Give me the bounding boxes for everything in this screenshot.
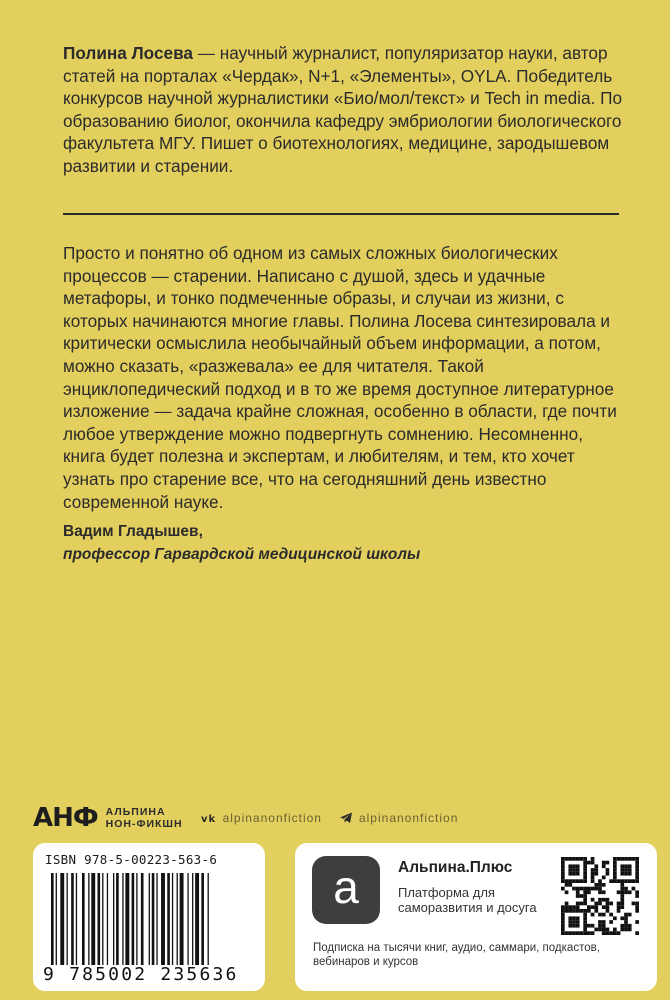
- publisher-logo-line2: НОН-ФИКШН: [105, 818, 183, 830]
- publisher-logo-text: [106, 806, 183, 830]
- review-text: Просто и понятно об одном из самых сложных биологических процессов — старении. Написано с душой, здесь и удачные метафоры, и тонко подмеченные образы, и случаи из жизни, с которых начинаются многие главы. Полина Лосева синтезировала и критически осмыслила необычайный объем информации, а потом, можно сказать, «разжевала» ее для читателя. Такой энциклопедический подход и в то же время доступное литературное изложение — задача крайне сложная, особенно в области, где почти любое утверждение можно подвергнуть сомнению. Несомненно, книга будет полезна и экспертам, и любителям, и тем, кто хочет узнать про старение все, что на сегодняшний день известно современной науке.: [63, 243, 617, 512]
- alpina-plus-panel: [295, 843, 657, 991]
- isbn-label: ISBN 978-5-00223-563-6: [45, 852, 218, 867]
- vk-link[interactable]: [201, 811, 322, 825]
- review-author: [63, 520, 623, 566]
- telegram-icon: [340, 812, 353, 824]
- telegram-handle: alpinanonfiction: [358, 811, 459, 825]
- divider: [63, 213, 619, 215]
- publisher-logo-mark: АНФ: [33, 803, 98, 833]
- barcode: [49, 873, 251, 965]
- publisher-logo-line1: АЛЬПИНА: [105, 806, 166, 818]
- telegram-link[interactable]: [340, 811, 458, 825]
- alpina-plus-app-icon: [312, 856, 380, 924]
- app-icon-letter: a: [333, 861, 359, 913]
- author-bio: [63, 42, 623, 177]
- alpina-plus-title: Альпина.Плюс: [398, 859, 513, 876]
- author-bio-name: Полина Лосева: [63, 43, 193, 63]
- vk-icon: [201, 812, 217, 824]
- publisher-bar: [33, 798, 593, 838]
- alpina-plus-subtitle: Платформа для саморазвития и досуга: [398, 885, 537, 915]
- isbn-panel: [33, 843, 265, 991]
- review-author-name: Вадим Гладышев,: [63, 523, 203, 540]
- author-bio-text: — научный журналист, популяризатор науки, автор статей на порталах «Чердак», N+1, «Элементы», OYLA. Победитель конкурсов научной журналистики «Био/мол/текст» и Tech in media. По образованию биолог, окончила кафедру эмбриологии биологического факультета МГУ. Пишет о биотехнологиях, медицине, зародышевом развитии и старении.: [63, 43, 623, 176]
- alpina-plus-footer: Подписка на тысячи книг, аудио, саммари, подкастов, вебинаров и курсов: [313, 942, 600, 968]
- barcode-digits: 9 785002 235636: [43, 964, 239, 985]
- svg-text:vk: vk: [200, 814, 216, 824]
- vk-handle: alpinanonfiction: [222, 811, 322, 825]
- review-author-title: профессор Гарвардской медицинской школы: [63, 546, 421, 563]
- qr-code[interactable]: [561, 857, 639, 935]
